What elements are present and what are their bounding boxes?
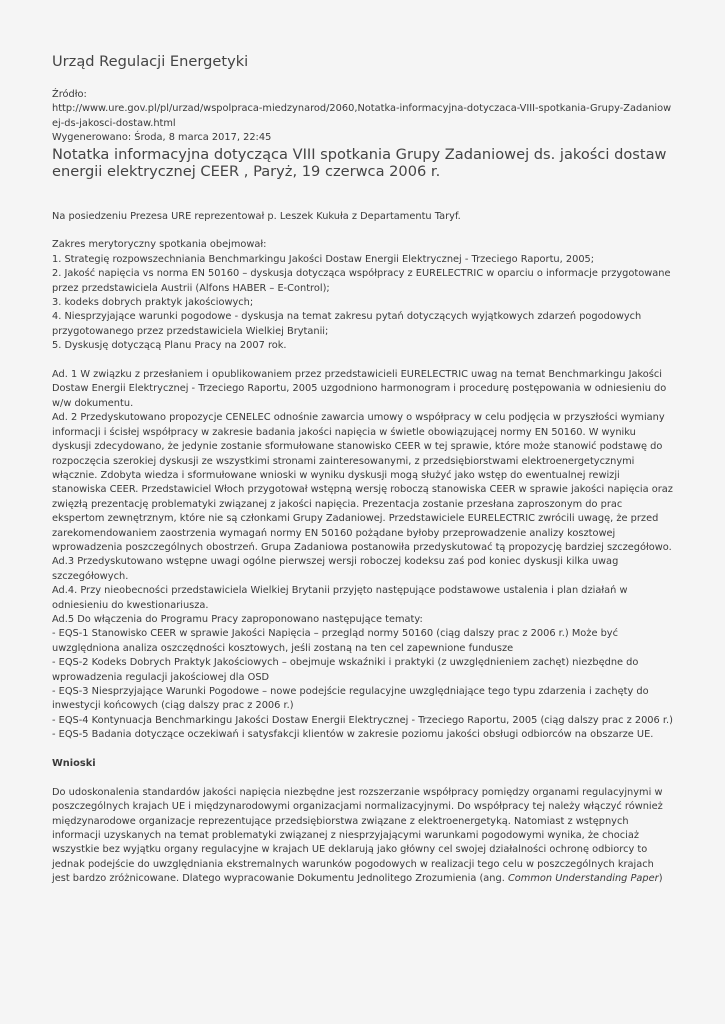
conclusions-emphasis: Common Understanding Paper [507, 873, 659, 885]
work-plan-item: - EQS-1 Stanowisko CEER w sprawie Jakości Napięcia – przegląd normy 50160 (ciąg dalszy prac z 2006 r.) Może być uwzględniona analiza oszczędności kosztowych, jeśli zostaną na ten cel zapewnione fundusze [52, 628, 618, 654]
generated-timestamp: Wygenerowano: Środa, 8 marca 2017, 22:45 [52, 132, 272, 144]
intro-paragraph: Na posiedzeniu Prezesa URE reprezentował p. Leszek Kukuła z Departamentu Taryf. [52, 210, 461, 222]
conclusions-paragraph [52, 786, 673, 887]
work-plan-item: - EQS-3 Niesprzyjające Warunki Pogodowe – nowe podejście regulacyjne uwzględniające tego typu zdarzenia i zachęty do inwestycji końcowych (ciąg dalszy prac z 2006 r.) [52, 686, 649, 712]
site-title: Urząd Regulacji Energetyki [52, 53, 249, 70]
ad-paragraph: Ad.4. Przy nieobecności przedstawiciela Wielkiej Brytanii przyjęto następujące podstawowe ustalenia i plan działań w odniesieniu do kwestionariusza. [52, 585, 628, 611]
meta-block [52, 88, 673, 146]
scope-item: 5. Dyskusję dotyczącą Planu Pracy na 2007 rok. [52, 340, 287, 352]
document-title: Notatka informacyjna dotycząca VIII spotkania Grupy Zadaniowej ds. jakości dostaw energii elektrycznej CEER , Paryż, 19 czerwca 2006 r. [52, 145, 667, 180]
work-plan-item: - EQS-5 Badania dotyczące oczekiwań i satysfakcji klientów w zakresie poziomu jakości obsługi odbiorców na obszarze UE. [52, 729, 654, 741]
ad-paragraph: Ad.5 Do włączenia do Programu Pracy zaproponowano następujące tematy: [52, 613, 423, 625]
conclusions-tail: ) [658, 873, 663, 885]
conclusions-heading: Wnioski [52, 758, 96, 770]
ad-paragraph: Ad. 1 W związku z przesłaniem i opublikowaniem przez przedstawicieli EURELECTRIC uwag na temat Benchmarkingu Jakości Dostaw Energii Elektrycznej - Trzeciego Raportu, 2005 uzgodniono harmonogram i procedurę postępowania w odniesieniu do w/w dokumentu. [52, 369, 667, 409]
scope-item: 3. kodeks dobrych praktyk jakościowych; [52, 297, 254, 309]
work-plan-item: - EQS-2 Kodeks Dobrych Praktyk Jakościowych – obejmuje wskaźniki i praktyki (z uwzględnieniem zachęt) niezbędne do wprowadzenia regulacji jakościowej dla OSD [52, 657, 639, 683]
scope-heading: Zakres merytoryczny spotkania obejmował: [52, 239, 267, 251]
conclusions-text: Do udoskonalenia standardów jakości napięcia niezbędne jest rozszerzanie współpracy pomiędzy organami regulacyjnymi w poszczególnych krajach UE i międzynarodowymi organizacjami normalizacyjnymi. Do współpracy tej należy włączyć również międzynarodowe organizacje reprezentujące przedsiębiorstwa związane z elektroenergetyką. Natomiast z wstępnych informacji uzyskanych na temat problematyki związanej z niesprzyjającymi warunkami pogodowymi wynika, że chociaż wszystkie bez wyjątku organy regulacyjne w krajach UE deklarują jako główny cel swojej działalności ochronę odbiorcy to jednak podejście do uwzględniania ekstremalnych warunków pogodowych w realizacji tego celu w poszczególnych krajach jest bardzo zróżnicowane. Dlatego wypracowanie Dokumentu Jednolitego Zrozumienia (ang. [52, 786, 663, 885]
ad-paragraph: Ad.3 Przedyskutowano wstępne uwagi ogólne pierwszej wersji roboczej kodeksu zaś pod koniec dyskusji kilka uwag szczegółowych. [52, 556, 619, 582]
scope-item: 2. Jakość napięcia vs norma EN 50160 – dyskusja dotycząca współpracy z EURELECTRIC w oparciu o informacje przygotowane przez przedstawiciela Austrii (Alfons HABER – E-Control); [52, 268, 671, 294]
ad-section [52, 368, 673, 743]
ad-paragraph: Ad. 2 Przedyskutowano propozycje CENELEC odnośnie zawarcia umowy o współpracy w celu podjęcia w przyszłości wymiany informacji i ścisłej współpracy w zakresie badania jakości napięcia w świetle obowiązującej normy EN 50160. W wyniku dyskusji zdecydowano, że jedynie zostanie sformułowane stanowisko CEER w tej sprawie, które może stanowić podstawę do rozpoczęcia szerokiej dyskusji ze wszystkimi stronami zainteresowanymi, z przedsiębiorstwami elektroenergetycznymi włącznie. Zdobyta wiedza i sformułowane wnioski w wyniku dyskusji mogą służyć jako wstęp do ewentualnej rewizji stanowiska CEER. Przedstawiciel Włoch przygotował wstępną wersję roboczą stanowiska CEER w sprawie jakości napięcia oraz zwięzłą prezentację problematyki związanej z jakości napięcia. Prezentacja zostanie przesłana zaproszonym do prac ekspertom zewnętrznym, które nie są członkami Grupy Zadaniowej. Przedstawiciele EURELECTRIC zwrócili uwagę, że przed zarekomendowaniem zaostrzenia wymagań normy EN 50160 pożądane byłoby przeprowadzenie analizy kosztowej wprowadzenia poszczególnych obostrzeń. Grupa Zadaniowa postanowiła przedyskutować tą propozycję bardziej szczegółowo. [52, 412, 673, 553]
source-url[interactable]: http://www.ure.gov.pl/pl/urzad/wspolpraca-miedzynarod/2060,Notatka-informacyjna-dotyczaca-VIII-spotkania-Grupy-Zadaniowej-ds-jakosci-dostaw.html [52, 103, 672, 129]
scope-section [52, 238, 673, 353]
scope-item: 1. Strategię rozpowszechniania Benchmarkingu Jakości Dostaw Energii Elektrycznej - Trzeciego Raportu, 2005; [52, 253, 595, 265]
work-plan-item: - EQS-4 Kontynuacja Benchmarkingu Jakości Dostaw Energii Elektrycznej - Trzeciego Raportu, 2005 (ciąg dalszy prac z 2006 r.) [52, 714, 673, 726]
scope-item: 4. Niesprzyjające warunki pogodowe - dyskusja na temat zakresu pytań dotyczących wyjątkowych zdarzeń pogodowych przygotowanego przez przedstawiciela Wielkiej Brytanii; [52, 311, 642, 337]
source-label: Źródło: [52, 89, 87, 100]
